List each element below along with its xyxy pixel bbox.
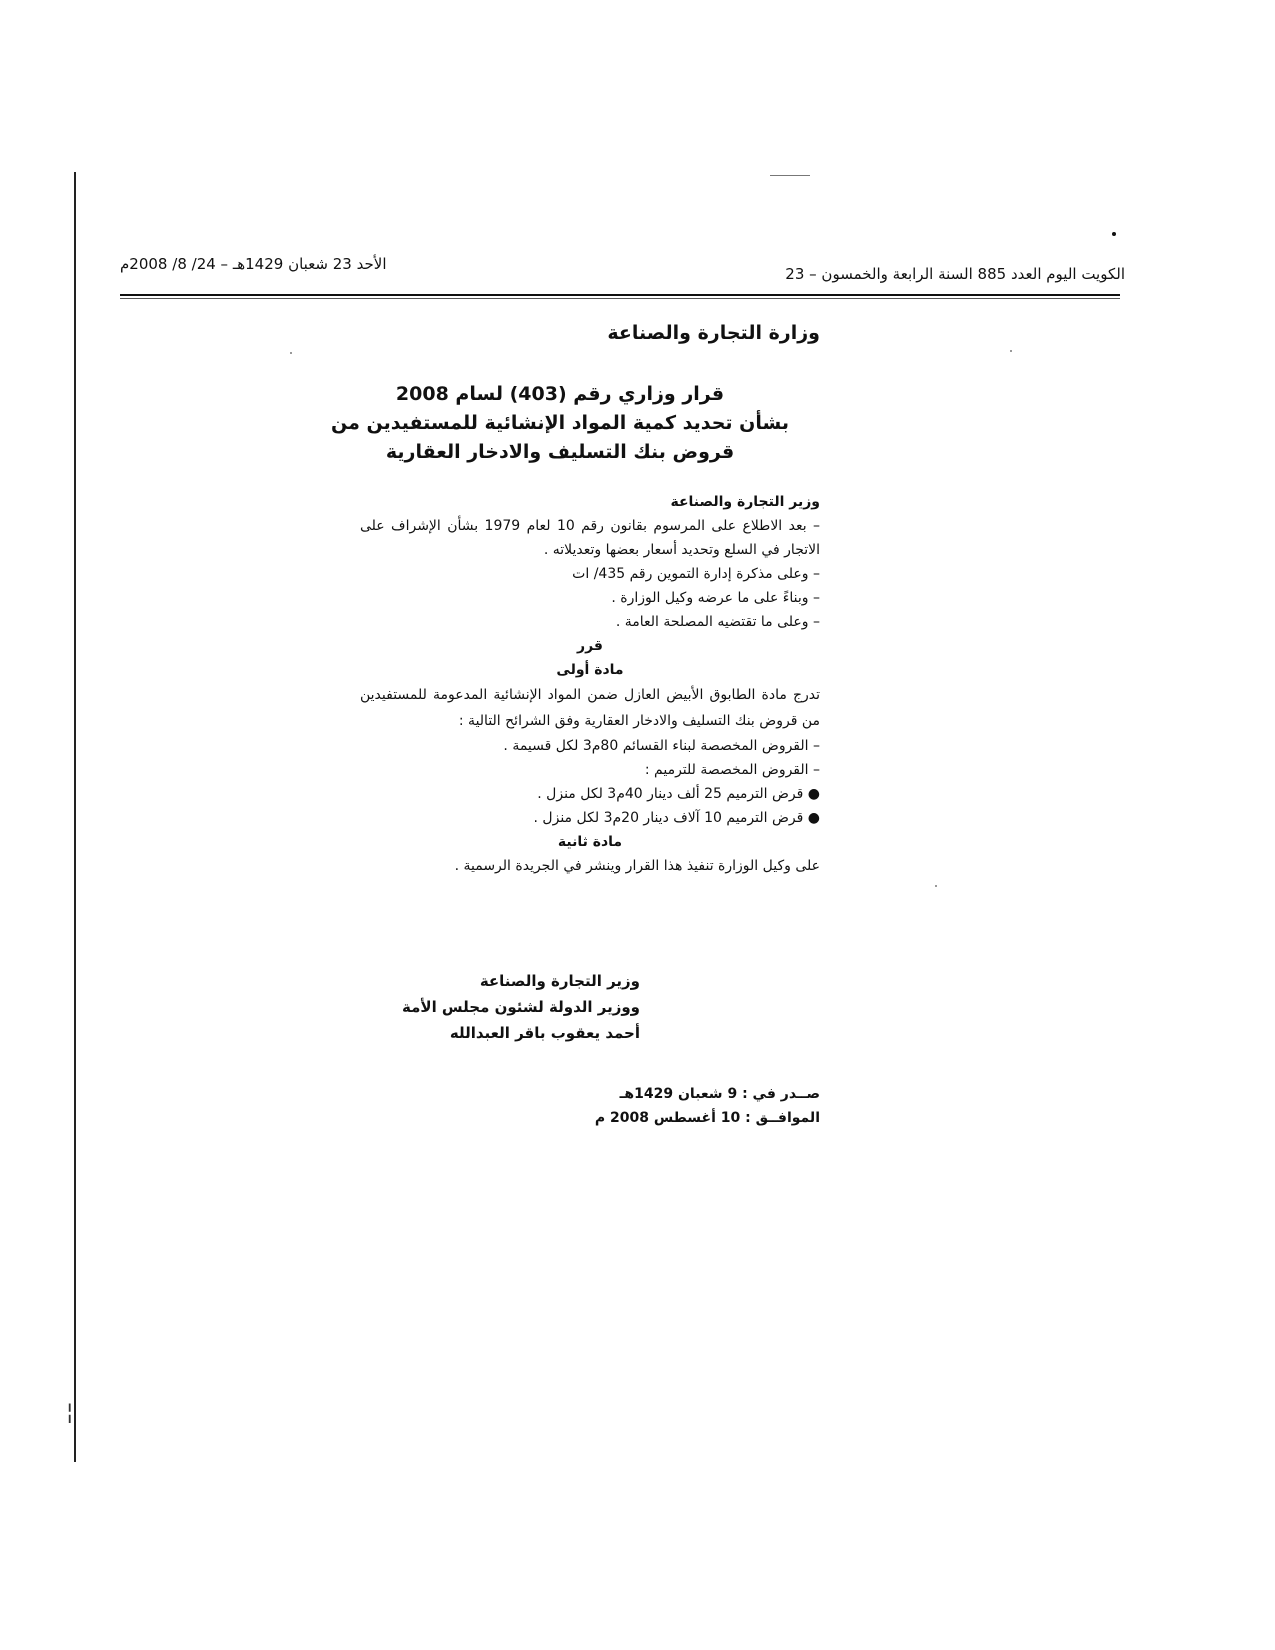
title-line: قرار وزاري رقم (403) لسام 2008 <box>395 383 725 405</box>
decision-title <box>300 380 820 467</box>
preamble-item: – وعلى ما تقتضيه المصلحة العامة . <box>615 614 820 630</box>
scan-speck <box>290 352 292 354</box>
decision-body <box>360 490 820 878</box>
signature-block <box>402 968 640 1046</box>
issued-line: الموافــق : 10 أغسطس 2008 م <box>594 1110 820 1126</box>
header-rule <box>120 294 1120 296</box>
preamble-item: – وعلى مذكرة إدارة التموين رقم 435/ ات <box>572 566 820 582</box>
header-rule-thin <box>120 298 1120 299</box>
signature-line: ووزير الدولة لشئون مجلس الأمة <box>402 998 640 1016</box>
title-line: بشأن تحديد كمية المواد الإنشائية للمستفيدين من <box>331 412 789 434</box>
article2-text: على وكيل الوزارة تنفيذ هذا القرار وينشر في الجريدة الرسمية . <box>454 858 820 874</box>
article1-subitem: ● قرض الترميم 10 آلاف دينار 20م3 لكل منزل . <box>533 810 820 826</box>
signature-line: أحمد يعقوب باقر العبدالله <box>449 1024 640 1042</box>
article1-item: – القروض المخصصة لبناء القسائم 80م3 لكل قسيمة . <box>503 738 820 754</box>
signature-line: وزير التجارة والصناعة <box>479 972 640 990</box>
preamble-first: – بعد الاطلاع على المرسوم بقانون رقم 10 لعام 1979 بشأن الإشراف على الاتجار في السلع وتحديد أسعار بعضها وتعديلاته . <box>360 518 820 558</box>
scan-artifact-dash <box>770 175 810 176</box>
preamble-item: – وبناءً على ما عرضه وكيل الوزارة . <box>611 590 820 606</box>
decided-heading: قرر <box>577 638 603 654</box>
header-issue-info: الكويت اليوم العدد 885 السنة الرابعة والخمسون – 23 <box>785 265 1125 283</box>
minister-heading: وزير التجارة والصناعة <box>670 494 820 510</box>
scan-margin-line <box>74 172 76 1462</box>
issued-line: صــدر في : 9 شعبان 1429هـ <box>619 1086 820 1102</box>
scan-speck <box>1010 350 1012 352</box>
article1-heading: مادة أولى <box>556 662 624 678</box>
article1-subitem: ● قرض الترميم 25 ألف دينار 40م3 لكل منزل . <box>537 786 820 802</box>
article2-heading: مادة ثانية <box>557 834 623 850</box>
article1-text: تدرج مادة الطابوق الأبيض العازل ضمن المواد الإنشائية المدعومة للمستفيدين من قروض بنك التسليف والادخار العقارية وفق الشرائح التالية : <box>360 687 820 729</box>
header-date: الأحد 23 شعبان 1429هـ – 24/ 8/ 2008م <box>120 255 387 273</box>
scan-margin-mark: ¦ <box>66 1400 74 1425</box>
scan-speck <box>935 885 937 887</box>
ministry-name: وزارة التجارة والصناعة <box>607 322 820 344</box>
article1-item: – القروض المخصصة للترميم : <box>644 762 820 778</box>
scan-artifact-dot <box>1112 232 1116 236</box>
issue-date-block <box>595 1082 820 1130</box>
title-line: قروض بنك التسليف والادخار العقارية <box>385 441 735 463</box>
